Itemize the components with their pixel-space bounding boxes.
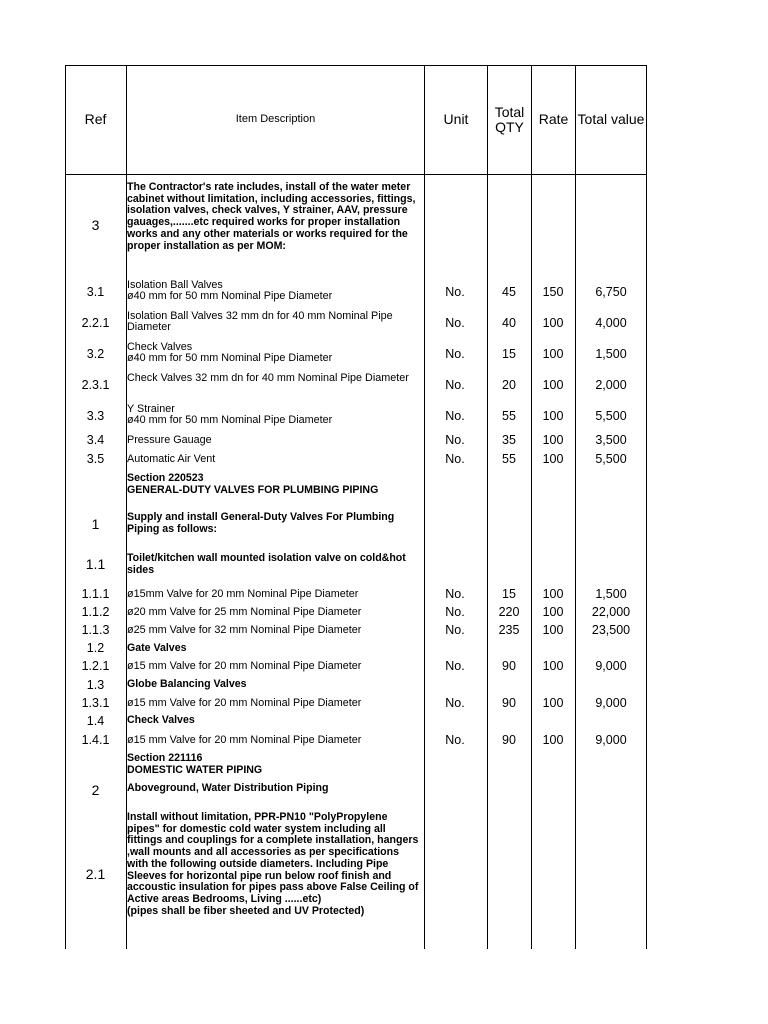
row-rate: 100 [542, 733, 564, 747]
row-rate: 100 [542, 587, 564, 601]
row-description: ø15mm Valve for 20 mm Nominal Pipe Diameter [127, 588, 359, 600]
row-value: 9,000 [595, 733, 627, 747]
row-qty: 90 [502, 733, 516, 747]
row-qty: 235 [498, 623, 520, 637]
row-description: Toilet/kitchen wall mounted isolation valve on cold&hot sides [127, 552, 406, 576]
row-ref: 3.4 [86, 433, 105, 447]
row-ref: 1.3 [86, 678, 105, 692]
row-rate: 100 [542, 378, 564, 392]
row-description: Check Valves 32 mm dn for 40 mm Nominal Pipe Diameter [127, 372, 409, 384]
row-description: Y Strainer ø40 mm for 50 mm Nominal Pipe Diameter [127, 403, 333, 426]
row-qty: 90 [502, 659, 516, 673]
row-description: Install without limitation, PPR-PN10 "PolyPropylene pipes" for domestic cold water system including all fittings and couplings for a complete installation, hangers ,wall mounts and all accessories as per specifications with the following outside diameters. Including Pipe Sleeves for horizontal pipe run below roof finish and accoustic insulation for pipes pass above False Ceiling of Active areas Bedrooms, Living ......etc) (pipes shall be fiber sheeted and UV Protected) [127, 811, 419, 917]
row-value: 9,000 [595, 659, 627, 673]
row-rate: 100 [542, 433, 564, 447]
col-border-rate [575, 65, 576, 949]
row-ref: 3.3 [86, 409, 105, 423]
row-qty: 40 [502, 316, 516, 330]
row-qty: 45 [502, 285, 516, 299]
row-description: Globe Balancing Valves [127, 678, 247, 690]
row-unit: No. [445, 347, 465, 361]
row-qty: 90 [502, 696, 516, 710]
row-ref: 1.3.1 [81, 696, 110, 710]
row-ref: 3.5 [86, 452, 105, 466]
row-ref: 2 [91, 782, 100, 798]
section-heading: Section 220523 GENERAL-DUTY VALVES FOR PLUMBING PIPING [127, 472, 379, 496]
row-ref: 1.4 [86, 714, 105, 728]
row-description: Check Valves ø40 mm for 50 mm Nominal Pipe Diameter [127, 341, 333, 364]
row-unit: No. [445, 409, 465, 423]
row-unit: No. [445, 378, 465, 392]
row-qty: 55 [502, 452, 516, 466]
header-item-description: Item Description [235, 113, 316, 125]
row-description: ø15 mm Valve for 20 mm Nominal Pipe Diameter [127, 660, 362, 672]
row-value: 4,000 [595, 316, 627, 330]
row-value: 9,000 [595, 696, 627, 710]
row-qty: 20 [502, 378, 516, 392]
row-value: 5,500 [595, 409, 627, 423]
row-description: Check Valves [127, 714, 195, 726]
row-description: Isolation Ball Valves 32 mm dn for 40 mm Nominal Pipe Diameter [127, 310, 393, 333]
row-ref: 3.1 [86, 285, 105, 299]
header-rate: Rate [538, 111, 569, 127]
header-bottom-border [65, 174, 647, 175]
row-unit: No. [445, 452, 465, 466]
row-rate: 100 [542, 696, 564, 710]
row-value: 5,500 [595, 452, 627, 466]
row-ref: 2.3.1 [81, 378, 110, 392]
row-rate: 100 [542, 659, 564, 673]
row-rate: 100 [542, 623, 564, 637]
header-total-value: Total value [577, 111, 645, 127]
row-qty: 55 [502, 409, 516, 423]
row-description: Pressure Gauage [127, 434, 212, 446]
row-value: 2,000 [595, 378, 627, 392]
row-unit: No. [445, 696, 465, 710]
row-ref: 3 [91, 217, 100, 233]
header-ref: Ref [84, 111, 107, 127]
row-rate: 100 [542, 316, 564, 330]
row-unit: No. [445, 605, 465, 619]
row-description: ø20 mm Valve for 25 mm Nominal Pipe Diameter [127, 606, 362, 618]
row-qty: 220 [498, 605, 520, 619]
row-description: Aboveground, Water Distribution Piping [127, 782, 329, 794]
row-qty: 15 [502, 347, 516, 361]
row-description: Isolation Ball Valves ø40 mm for 50 mm Nominal Pipe Diameter [127, 279, 333, 302]
header-total-qty: Total QTY [494, 103, 525, 135]
row-rate: 100 [542, 409, 564, 423]
row-unit: No. [445, 659, 465, 673]
row-ref: 2.1 [85, 866, 106, 882]
row-rate: 100 [542, 605, 564, 619]
bill-of-quantities-table [65, 65, 647, 949]
row-rate: 150 [542, 285, 564, 299]
row-description: ø25 mm Valve for 32 mm Nominal Pipe Diameter [127, 624, 362, 636]
row-description: Automatic Air Vent [127, 453, 216, 465]
row-ref: 1.4.1 [81, 733, 110, 747]
row-value: 1,500 [595, 587, 627, 601]
row-ref: 2.2.1 [81, 316, 110, 330]
row-ref: 1.1 [85, 556, 106, 572]
col-border-right [646, 65, 647, 949]
row-description: The Contractor's rate includes, install of the water meter cabinet without limitation, including accessories, fittings, isolation valves, check valves, Y strainer, AAV, pressure gauages,.......etc required works for proper installation works and any other materials or works required for the proper installation as per MOM: [127, 181, 416, 252]
row-qty: 35 [502, 433, 516, 447]
row-ref: 1.1.2 [81, 605, 110, 619]
row-value: 1,500 [595, 347, 627, 361]
row-description: ø15 mm Valve for 20 mm Nominal Pipe Diameter [127, 697, 362, 709]
row-ref: 1.1.1 [81, 587, 110, 601]
row-description: Gate Valves [127, 642, 187, 654]
row-description: ø15 mm Valve for 20 mm Nominal Pipe Diameter [127, 734, 362, 746]
section-heading: Section 221116 DOMESTIC WATER PIPING [127, 752, 263, 776]
row-description: Supply and install General-Duty Valves For Plumbing Piping as follows: [127, 511, 395, 535]
row-value: 3,500 [595, 433, 627, 447]
row-ref: 1 [91, 516, 100, 532]
col-border-left [65, 65, 66, 949]
row-value: 6,750 [595, 285, 627, 299]
row-value: 23,500 [591, 623, 631, 637]
row-unit: No. [445, 587, 465, 601]
row-unit: No. [445, 316, 465, 330]
header-unit: Unit [443, 111, 469, 127]
row-unit: No. [445, 433, 465, 447]
row-rate: 100 [542, 347, 564, 361]
col-border-desc [424, 65, 425, 949]
row-unit: No. [445, 733, 465, 747]
row-rate: 100 [542, 452, 564, 466]
row-qty: 15 [502, 587, 516, 601]
col-border-unit [487, 65, 488, 949]
col-border-qty [531, 65, 532, 949]
row-ref: 1.2.1 [81, 659, 110, 673]
row-unit: No. [445, 285, 465, 299]
row-ref: 1.2 [86, 641, 105, 655]
row-value: 22,000 [591, 605, 631, 619]
row-ref: 1.1.3 [81, 623, 110, 637]
row-ref: 3.2 [86, 347, 105, 361]
row-unit: No. [445, 623, 465, 637]
